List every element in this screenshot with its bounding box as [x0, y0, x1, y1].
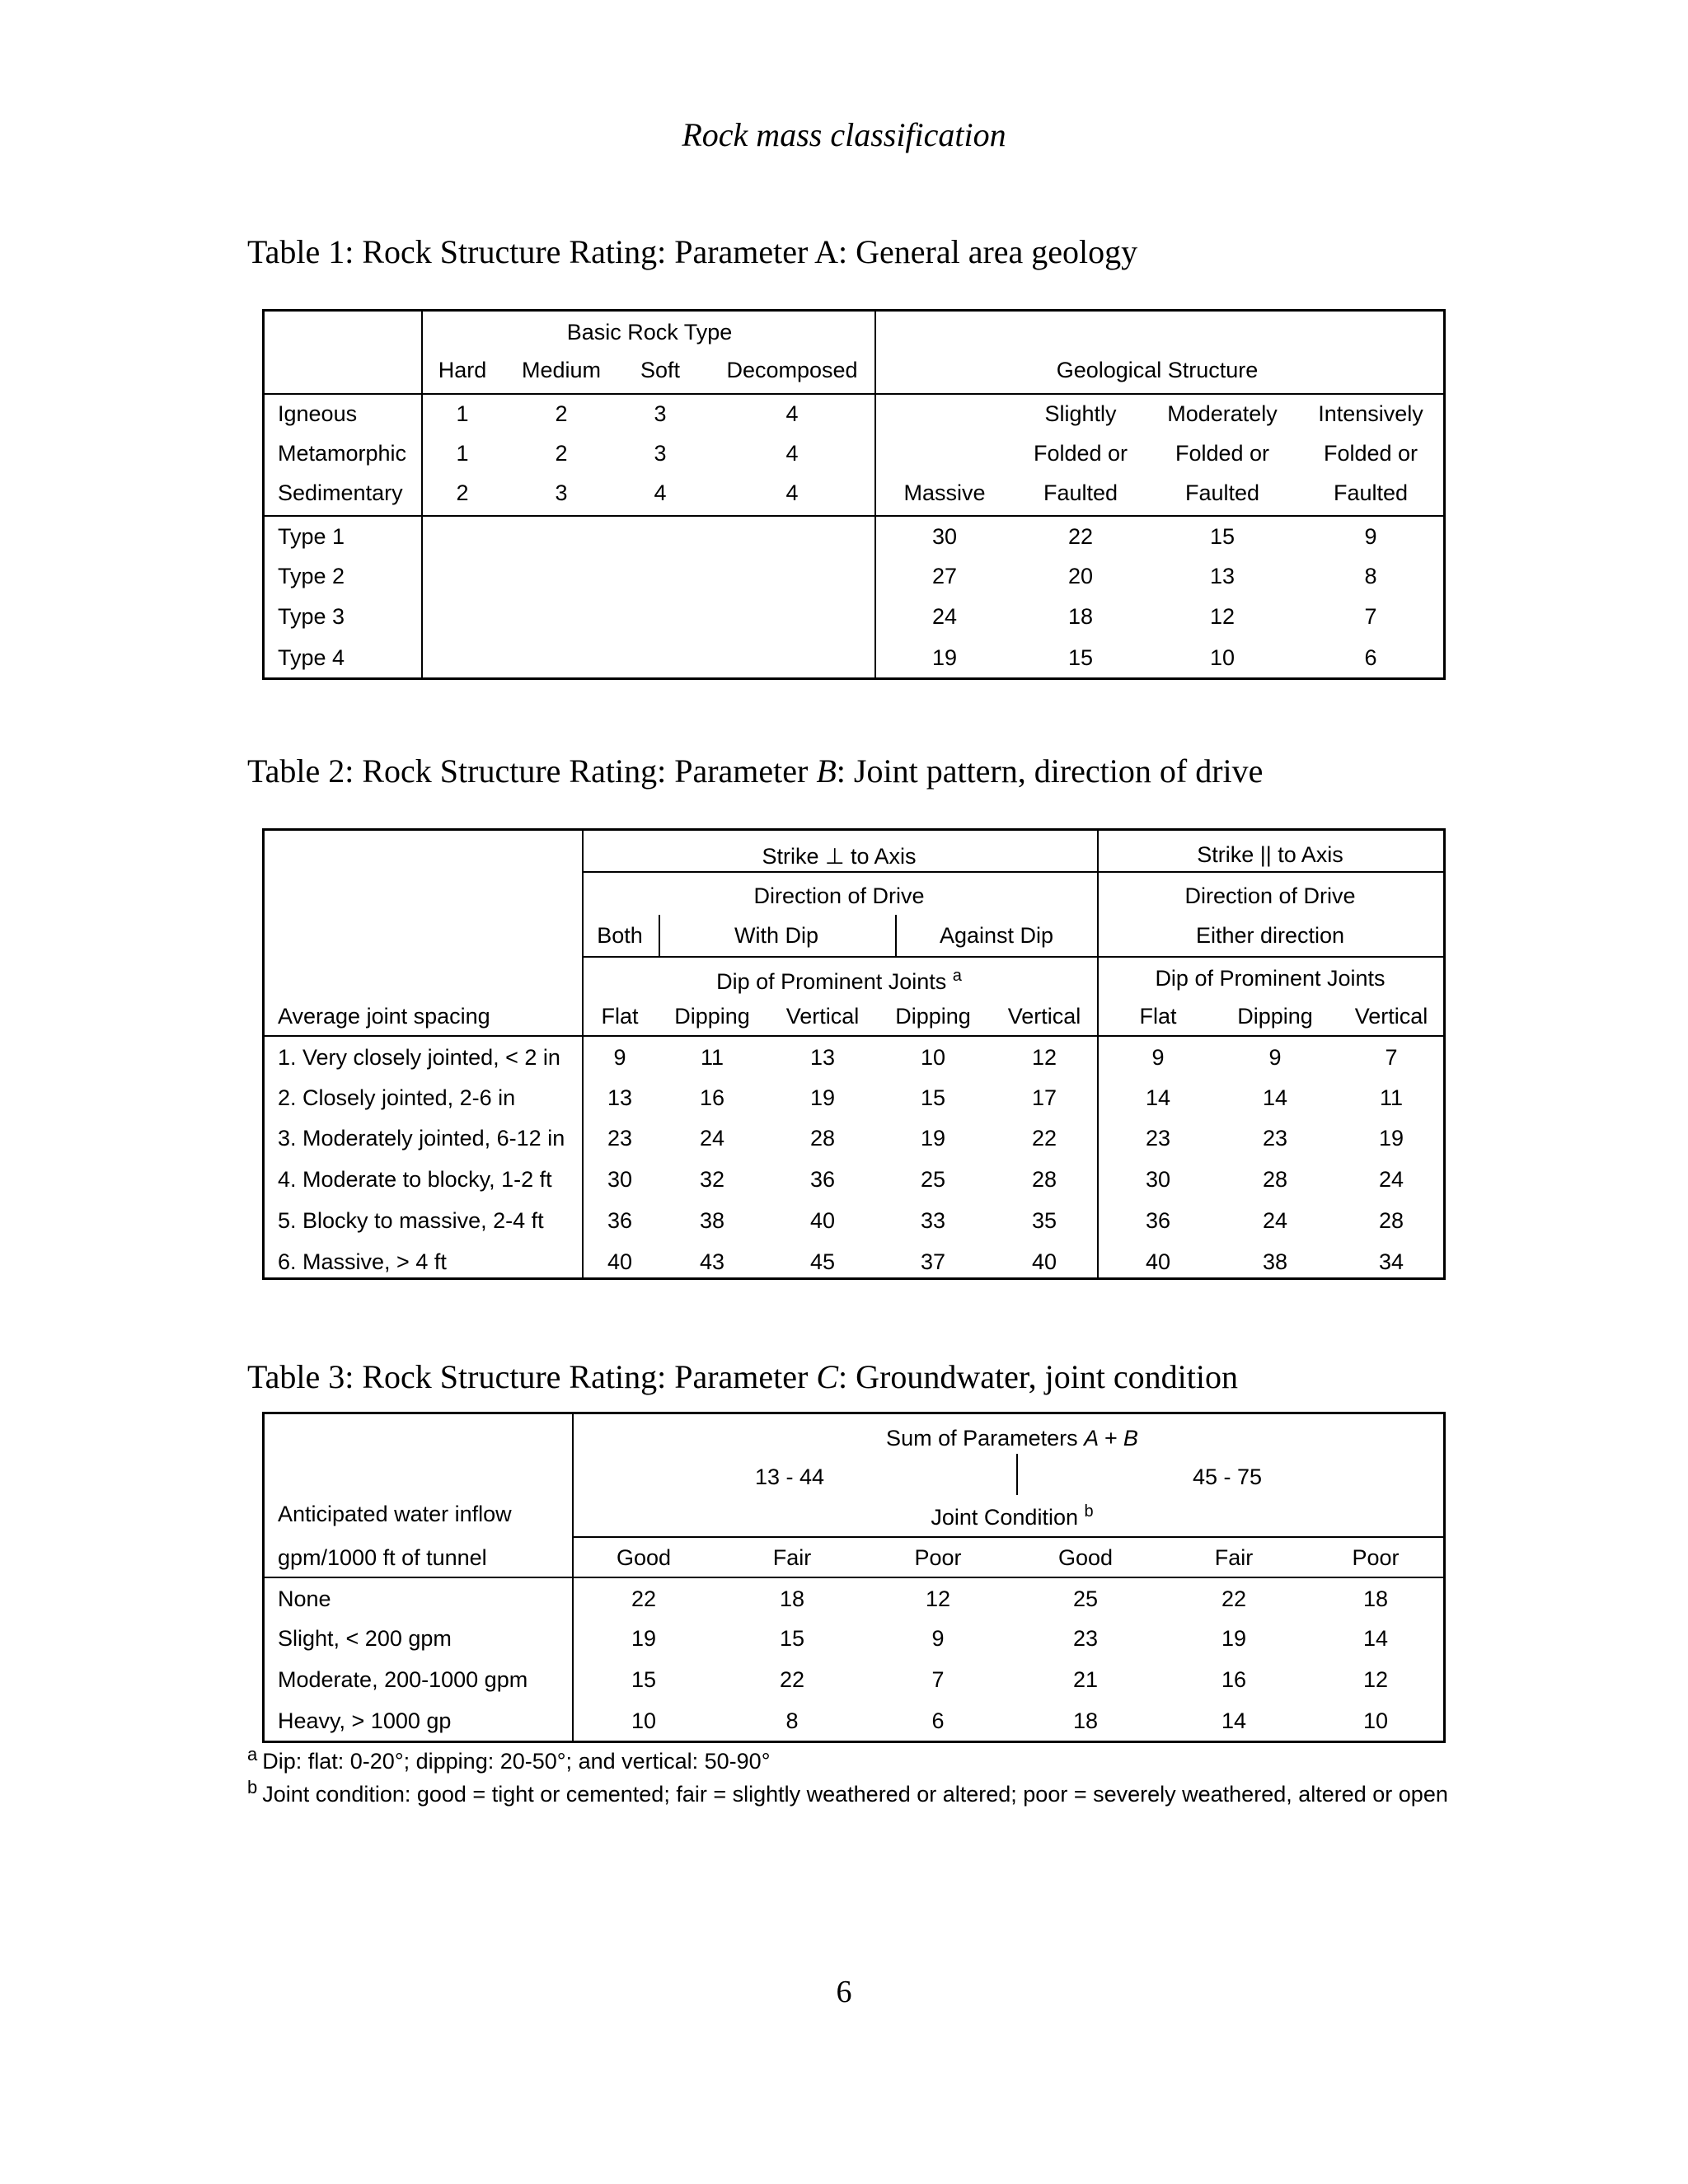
joint-rating-cell: 12 — [1031, 1045, 1057, 1070]
joint-dip-col-header: Dipping — [1237, 1004, 1313, 1029]
rock-row-label: Sedimentary — [278, 480, 403, 505]
type-row-label: Type 3 — [278, 604, 345, 629]
groundwater-rating-cell: 8 — [785, 1708, 799, 1733]
groundwater-rating-cell: 16 — [1221, 1667, 1247, 1692]
joint-rating-cell: 23 — [1262, 1126, 1288, 1151]
geo-col-slightly: Slightly — [1044, 401, 1117, 426]
groundwater-rating-cell: 21 — [1072, 1667, 1099, 1692]
joint-rating-cell: 24 — [1262, 1208, 1288, 1233]
joint-rating-cell: 30 — [607, 1167, 633, 1192]
joint-rating-cell: 40 — [1145, 1249, 1171, 1274]
against-dip-header: Against Dip — [939, 923, 1054, 948]
joint-rating-cell: 25 — [920, 1167, 946, 1192]
groundwater-rating-cell: 22 — [631, 1586, 657, 1611]
water-inflow-row-label: Heavy, > 1000 gp — [278, 1708, 452, 1733]
dip-prominent-joints-perp: Dip of Prominent Joints $^a$ — [716, 967, 962, 994]
geo-rating-cell: 27 — [931, 564, 958, 588]
groundwater-rating-cell: 19 — [1221, 1626, 1247, 1651]
type-row-label: Type 2 — [278, 564, 345, 588]
footnote-a: $^a$ Dip: flat: 0-20°; dipping: 20-50°; and vertical: 50-90° — [247, 1744, 771, 1774]
groundwater-rating-cell: 7 — [931, 1667, 945, 1692]
water-inflow-row-label: Moderate, 200-1000 gpm — [278, 1667, 528, 1692]
table2 — [262, 828, 1446, 1280]
joint-rating-cell: 10 — [920, 1045, 946, 1070]
range-13-44: 13 - 44 — [754, 1465, 825, 1489]
joint-condition-col-header: Good — [1057, 1545, 1114, 1570]
joint-rating-cell: 40 — [607, 1249, 633, 1274]
geo-rating-cell: 20 — [1067, 564, 1094, 588]
direction-of-drive-perp: Direction of Drive — [753, 883, 925, 908]
groundwater-rating-cell: 15 — [631, 1667, 657, 1692]
groundwater-rating-cell: 19 — [631, 1626, 657, 1651]
groundwater-rating-cell: 23 — [1072, 1626, 1099, 1651]
geo-rating-cell: 30 — [931, 524, 958, 549]
joint-rating-cell: 7 — [1385, 1045, 1398, 1070]
groundwater-rating-cell: 14 — [1221, 1708, 1247, 1733]
with-dip-header: With Dip — [734, 923, 819, 948]
rock-type-col-header: Medium — [521, 358, 602, 382]
joint-rating-cell: 19 — [1378, 1126, 1404, 1151]
geo-col-moderately: Moderately — [1167, 401, 1278, 426]
geo-col-moderately: Faulted — [1184, 480, 1260, 505]
groundwater-rating-cell: 14 — [1362, 1626, 1389, 1651]
average-joint-spacing-header: Average joint spacing — [278, 1004, 490, 1029]
groundwater-rating-cell: 15 — [779, 1626, 805, 1651]
rock-rating-cell: 2 — [456, 480, 469, 505]
geo-col-moderately: Folded or — [1175, 441, 1270, 466]
rock-type-col-header: Decomposed — [726, 358, 858, 382]
joint-condition-col-header: Poor — [914, 1545, 962, 1570]
rock-rating-cell: 3 — [555, 480, 568, 505]
joint-rating-cell: 24 — [699, 1126, 725, 1151]
strike-perpendicular-header: Strike ⊥ to Axis — [762, 844, 917, 869]
geo-rating-cell: 24 — [931, 604, 958, 629]
joint-rating-cell: 11 — [1379, 1085, 1404, 1110]
geo-col-intensively: Intensively — [1318, 401, 1423, 426]
geo-rating-cell: 22 — [1067, 524, 1094, 549]
joint-rating-cell: 40 — [809, 1208, 836, 1233]
either-direction-header: Either direction — [1195, 923, 1345, 948]
groundwater-rating-cell: 22 — [779, 1667, 805, 1692]
joint-dip-col-header: Vertical — [1007, 1004, 1081, 1029]
joint-condition-col-header: Poor — [1352, 1545, 1400, 1570]
rock-rating-cell: 3 — [654, 401, 667, 426]
page-header: Rock mass classification — [682, 116, 1006, 153]
geo-rating-cell: 19 — [931, 645, 958, 670]
joint-rating-cell: 22 — [1031, 1126, 1057, 1151]
joint-rating-cell: 36 — [1145, 1208, 1171, 1233]
rock-rating-cell: 1 — [456, 401, 469, 426]
basic-rock-type-header: Basic Rock Type — [566, 320, 733, 344]
joint-rating-cell: 28 — [1378, 1208, 1404, 1233]
rock-rating-cell: 3 — [654, 441, 667, 466]
joint-rating-cell: 36 — [809, 1167, 836, 1192]
joint-rating-cell: 13 — [809, 1045, 836, 1070]
table1 — [262, 309, 1446, 680]
joint-spacing-row-label: 5. Blocky to massive, 2-4 ft — [278, 1208, 544, 1233]
joint-rating-cell: 23 — [607, 1126, 633, 1151]
table3-caption: Table 3: Rock Structure Rating: Parameter C: Groundwater, joint condition — [247, 1358, 1239, 1395]
geo-rating-cell: 7 — [1364, 604, 1377, 629]
geo-rating-cell: 12 — [1209, 604, 1236, 629]
geo-col-massive: Massive — [903, 480, 986, 505]
joint-rating-cell: 9 — [613, 1045, 626, 1070]
joint-dip-col-header: Flat — [601, 1004, 639, 1029]
joint-rating-cell: 40 — [1031, 1249, 1057, 1274]
groundwater-rating-cell: 10 — [631, 1708, 657, 1733]
groundwater-rating-cell: 12 — [925, 1586, 951, 1611]
groundwater-rating-cell: 10 — [1362, 1708, 1389, 1733]
table2-caption: Table 2: Rock Structure Rating: Parameter B: Joint pattern, direction of drive — [247, 752, 1264, 790]
geo-rating-cell: 8 — [1364, 564, 1377, 588]
rock-type-col-header: Hard — [438, 358, 487, 382]
joint-rating-cell: 9 — [1268, 1045, 1282, 1070]
rock-rating-cell: 4 — [785, 401, 799, 426]
joint-rating-cell: 34 — [1378, 1249, 1404, 1274]
type-row-label: Type 1 — [278, 524, 345, 549]
rock-rating-cell: 4 — [654, 480, 667, 505]
joint-rating-cell: 33 — [920, 1208, 946, 1233]
joint-rating-cell: 45 — [809, 1249, 836, 1274]
joint-rating-cell: 14 — [1145, 1085, 1171, 1110]
joint-rating-cell: 28 — [1262, 1167, 1288, 1192]
type-row-label: Type 4 — [278, 645, 345, 670]
joint-spacing-row-label: 6. Massive, > 4 ft — [278, 1249, 447, 1274]
joint-rating-cell: 28 — [1031, 1167, 1057, 1192]
water-inflow-row-label: None — [278, 1586, 331, 1611]
gpm-per-1000ft-header: gpm/1000 ft of tunnel — [278, 1545, 487, 1570]
joint-rating-cell: 13 — [607, 1085, 633, 1110]
water-inflow-header: Anticipated water inflow — [278, 1502, 512, 1526]
joint-condition-col-header: Fair — [1214, 1545, 1254, 1570]
groundwater-rating-cell: 22 — [1221, 1586, 1247, 1611]
joint-dip-col-header: Vertical — [785, 1004, 860, 1029]
rock-rating-cell: 2 — [555, 441, 568, 466]
joint-rating-cell: 19 — [809, 1085, 836, 1110]
joint-condition-col-header: Fair — [772, 1545, 812, 1570]
rock-rating-cell: 4 — [785, 480, 799, 505]
joint-dip-col-header: Dipping — [674, 1004, 750, 1029]
table3 — [262, 1412, 1446, 1743]
joint-condition-header: Joint Condition $^b$ — [931, 1502, 1094, 1530]
geo-col-slightly: Folded or — [1033, 441, 1128, 466]
range-45-75: 45 - 75 — [1192, 1465, 1263, 1489]
rock-row-label: Metamorphic — [278, 441, 407, 466]
joint-rating-cell: 36 — [607, 1208, 633, 1233]
joint-rating-cell: 38 — [1262, 1249, 1288, 1274]
sum-of-parameters-header: Sum of Parameters A + B — [886, 1426, 1138, 1451]
groundwater-rating-cell: 18 — [1072, 1708, 1099, 1733]
joint-rating-cell: 9 — [1151, 1045, 1165, 1070]
rock-row-label: Igneous — [278, 401, 358, 426]
geo-rating-cell: 10 — [1209, 645, 1236, 670]
rock-rating-cell: 1 — [456, 441, 469, 466]
direction-of-drive-par: Direction of Drive — [1184, 883, 1356, 908]
strike-parallel-header: Strike || to Axis — [1197, 842, 1343, 867]
groundwater-rating-cell: 25 — [1072, 1586, 1099, 1611]
joint-spacing-row-label: 3. Moderately jointed, 6-12 in — [278, 1126, 565, 1151]
joint-spacing-row-label: 1. Very closely jointed, < 2 in — [278, 1045, 560, 1070]
geo-rating-cell: 15 — [1067, 645, 1094, 670]
joint-rating-cell: 24 — [1378, 1167, 1404, 1192]
joint-rating-cell: 23 — [1145, 1126, 1171, 1151]
water-inflow-row-label: Slight, < 200 gpm — [278, 1626, 452, 1651]
rock-rating-cell: 4 — [785, 441, 799, 466]
joint-spacing-row-label: 2. Closely jointed, 2-6 in — [278, 1085, 516, 1110]
dip-prominent-joints-par: Dip of Prominent Joints — [1155, 966, 1386, 991]
rock-type-col-header: Soft — [640, 358, 681, 382]
both-header: Both — [597, 923, 643, 948]
joint-rating-cell: 15 — [920, 1085, 946, 1110]
groundwater-rating-cell: 18 — [779, 1586, 805, 1611]
joint-dip-col-header: Flat — [1139, 1004, 1177, 1029]
joint-rating-cell: 30 — [1145, 1167, 1171, 1192]
groundwater-rating-cell: 18 — [1362, 1586, 1389, 1611]
geo-rating-cell: 9 — [1364, 524, 1377, 549]
joint-dip-col-header: Dipping — [895, 1004, 971, 1029]
rock-rating-cell: 2 — [555, 401, 568, 426]
geo-col-intensively: Folded or — [1323, 441, 1418, 466]
geo-rating-cell: 6 — [1364, 645, 1377, 670]
geo-rating-cell: 18 — [1067, 604, 1094, 629]
groundwater-rating-cell: 6 — [931, 1708, 945, 1733]
joint-rating-cell: 43 — [699, 1249, 725, 1274]
joint-rating-cell: 37 — [920, 1249, 946, 1274]
groundwater-rating-cell: 9 — [931, 1626, 945, 1651]
joint-spacing-row-label: 4. Moderate to blocky, 1-2 ft — [278, 1167, 552, 1192]
joint-rating-cell: 14 — [1262, 1085, 1288, 1110]
joint-dip-col-header: Vertical — [1354, 1004, 1428, 1029]
page-number: 6 — [836, 1975, 852, 2009]
groundwater-rating-cell: 12 — [1362, 1667, 1389, 1692]
joint-condition-col-header: Good — [616, 1545, 672, 1570]
joint-rating-cell: 17 — [1031, 1085, 1057, 1110]
joint-rating-cell: 38 — [699, 1208, 725, 1233]
joint-rating-cell: 28 — [809, 1126, 836, 1151]
joint-rating-cell: 35 — [1031, 1208, 1057, 1233]
joint-rating-cell: 32 — [699, 1167, 725, 1192]
footnote-b: $^b$ Joint condition: good = tight or cemented; fair = slightly weathered or altered; poor = severely weathered, altered or open — [247, 1777, 1448, 1807]
geo-rating-cell: 13 — [1209, 564, 1236, 588]
joint-rating-cell: 11 — [700, 1045, 724, 1070]
geological-structure-header: Geological Structure — [1056, 358, 1259, 382]
joint-rating-cell: 19 — [920, 1126, 946, 1151]
geo-col-intensively: Faulted — [1333, 480, 1409, 505]
table1-caption: Table 1: Rock Structure Rating: Parameter A: General area geology — [247, 233, 1138, 270]
geo-rating-cell: 15 — [1209, 524, 1236, 549]
joint-rating-cell: 16 — [699, 1085, 725, 1110]
geo-col-slightly: Faulted — [1043, 480, 1118, 505]
